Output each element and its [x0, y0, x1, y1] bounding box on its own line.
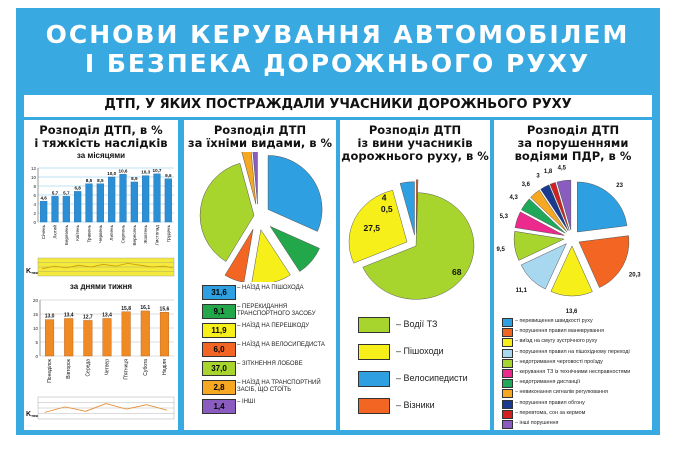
- bar: [122, 312, 131, 356]
- bar-value-label: 10,6: [118, 168, 128, 174]
- accident-types-legend-item: [202, 399, 332, 413]
- category-label: Жовтень: [143, 225, 149, 244]
- bar-value-label: 8,5: [97, 177, 104, 183]
- pie-value-label: 11,1: [515, 288, 527, 295]
- pie-value-label: 4,3: [509, 194, 518, 201]
- panel4-title-line-2: за порушеннями: [517, 136, 629, 150]
- pie-value-label: 68: [452, 266, 462, 277]
- category-label: Липень: [109, 225, 115, 241]
- pie-slice: [577, 182, 627, 232]
- y-tick-label: 15: [32, 312, 38, 317]
- legend-swatch: [358, 398, 390, 414]
- bar-value-label: 10,0: [107, 171, 117, 176]
- panel2-title-line-2: за їхніми видами, в %: [187, 136, 333, 150]
- legend-label: – перевищення швидкості руху: [515, 318, 593, 324]
- bar-value-label: 10,7: [152, 167, 162, 173]
- y-tick-label: 5: [35, 340, 38, 345]
- accident-types-legend-item: [202, 285, 332, 299]
- category-label: Листопад: [154, 225, 160, 246]
- legend-label: – ПЕРЕКИДАННЯ ТРАНСПОРТНОГО ЗАСОБУ: [237, 304, 316, 317]
- pie-value-label: 27,5: [363, 222, 381, 233]
- bar: [108, 177, 115, 222]
- panel1-title-line-1: Розподіл ДТП, в %: [39, 123, 163, 137]
- category-label: Четвер: [104, 359, 111, 376]
- bar: [86, 184, 93, 222]
- bar-value-label: 6,8: [74, 185, 81, 191]
- bar-value-label: 12,7: [82, 314, 93, 321]
- bar: [74, 191, 81, 222]
- bar: [52, 196, 59, 222]
- participants-pie: [340, 164, 490, 314]
- category-label: Вересень: [131, 225, 137, 246]
- category-label: Березень: [63, 225, 69, 246]
- title-line-2: І БЕЗПЕКА ДОРОЖНЬОГО РУХУ: [84, 49, 591, 78]
- y-tick-label: 0: [35, 354, 38, 359]
- bar-value-label: 16,1: [140, 304, 151, 311]
- legend-swatch: 6,0: [202, 342, 236, 357]
- legend-swatch: 11,9: [202, 323, 236, 338]
- y-tick-label: 0: [33, 220, 36, 225]
- bar: [142, 176, 149, 222]
- legend-label: – інші порушення: [515, 420, 559, 426]
- accident-types-legend-item: [202, 342, 332, 356]
- pie-value-label: 1,8: [543, 169, 553, 176]
- days-bar-chart: [24, 290, 178, 390]
- legend-label: – НАЇЗД НА ПЕРЕШКОДУ: [237, 323, 310, 329]
- panel2-title-line-1: Розподіл ДТП: [213, 123, 307, 137]
- accident-types-legend-item: [202, 323, 332, 337]
- pie-value-label: 4,5: [557, 165, 567, 172]
- y-tick-label: 8: [33, 184, 36, 189]
- panel2-title: [184, 124, 336, 150]
- legend-swatch: 9,1: [202, 304, 236, 319]
- accident-types-legend-item: [202, 380, 332, 394]
- months-severity-strip: [24, 257, 178, 279]
- panel4-title: [494, 124, 652, 163]
- legend-swatch: 1,4: [202, 399, 236, 414]
- y-tick-label: 12: [30, 166, 36, 171]
- legend-swatch: [502, 410, 513, 419]
- legend-label: – Велосипедисти: [396, 373, 468, 383]
- category-label: Неділя: [161, 359, 168, 375]
- k-axis-subscript: тяж: [31, 270, 39, 275]
- legend-swatch: [502, 379, 513, 388]
- bar-value-label: 15,6: [159, 306, 170, 313]
- pie-slice-group: [577, 182, 627, 232]
- panel1-title: [24, 124, 178, 150]
- legend-swatch: [502, 369, 513, 378]
- days-severity-strip: [24, 396, 178, 422]
- legend-label: – порушення правил обгону: [515, 399, 585, 406]
- legend-label: – Водії ТЗ: [396, 319, 438, 329]
- legend-swatch: [358, 344, 390, 360]
- poster-title: [0, 20, 675, 78]
- panel3-title: [340, 124, 490, 163]
- bar-value-label: 8,5: [85, 177, 93, 183]
- legend-label: – порушення правил маневрування: [515, 328, 605, 335]
- legend-label: – перевтома, сон за кермом: [515, 409, 586, 416]
- category-label: Понеділок: [47, 359, 54, 383]
- category-label: Червень: [97, 225, 103, 244]
- pie-slice: [268, 155, 322, 231]
- pie-value-label: 20,3: [628, 272, 641, 279]
- bar-value-label: 4,6: [40, 195, 47, 201]
- bar: [64, 318, 73, 356]
- legend-swatch: [502, 400, 513, 409]
- category-label: Лютий: [52, 225, 58, 239]
- bar-value-label: 13,4: [63, 312, 74, 319]
- panel3-title-line-3: дорожнього руху, в %: [341, 149, 489, 163]
- category-label: Квітень: [75, 225, 81, 241]
- bar: [97, 184, 104, 222]
- legend-label: – НАЇЗД НА ТРАНСПОРТНИЙ ЗАСІБ, ЩО СТОЇТЬ: [237, 380, 321, 393]
- bar: [63, 196, 70, 222]
- y-tick-label: 6: [33, 193, 36, 198]
- pie-value-label: 3,6: [521, 181, 530, 188]
- legend-swatch: [502, 420, 513, 429]
- panel4-title-line-3: водіями ПДР, в %: [514, 149, 632, 163]
- bar-value-label: 5,7: [63, 190, 70, 196]
- panel-accident-types: [184, 120, 336, 430]
- legend-swatch: [358, 317, 390, 333]
- legend-label: – НАЇЗД НА ПІШОХОДА: [237, 285, 304, 291]
- legend-swatch: [502, 328, 513, 337]
- y-tick-label: 10: [32, 326, 38, 331]
- participants-legend-item: [358, 344, 488, 362]
- pie-slice-group: [268, 155, 322, 231]
- bar: [141, 311, 150, 356]
- bar: [40, 201, 47, 222]
- legend-swatch: [358, 371, 390, 387]
- panel4-title-line-1: Розподіл ДТП: [526, 123, 620, 137]
- category-label: Травень: [86, 225, 92, 243]
- title-line-1: ОСНОВИ КЕРУВАННЯ АВТОМОБІЛЕМ: [45, 20, 630, 49]
- category-label: Серпень: [120, 225, 126, 244]
- bar: [165, 179, 172, 222]
- bar: [84, 320, 93, 356]
- k-axis-label: Kтяж: [26, 268, 39, 275]
- accident-types-pie: [184, 152, 336, 282]
- category-label: Субота: [142, 359, 149, 376]
- pie-value-label: 13,6: [565, 308, 578, 314]
- panel3-title-line-2: із вини учасників: [357, 136, 473, 150]
- legend-swatch: 31,6: [202, 285, 236, 300]
- pie-value-label: 4: [381, 192, 387, 203]
- bar-value-label: 9,6: [165, 172, 172, 178]
- legend-label: – ЗІТКНЕННЯ ЛОБОВЕ: [237, 361, 303, 367]
- legend-swatch: 2,8: [202, 380, 236, 395]
- legend-label: – ІНШІ: [237, 399, 256, 405]
- y-tick-label: 10: [30, 175, 36, 180]
- legend-label: – невиконання сигналів регулювання: [515, 389, 608, 396]
- violations-pie: [494, 164, 652, 314]
- bar-value-label: 8,9: [131, 175, 138, 181]
- accident-types-legend-item: [202, 304, 332, 318]
- pie-value-label: 9,5: [496, 247, 505, 254]
- panel1-title-line-2: і тяжкість наслідків: [34, 136, 168, 150]
- legend-swatch: [502, 338, 513, 347]
- panel-driver-violations: [494, 120, 652, 430]
- participants-legend-item: [358, 317, 488, 335]
- legend-label: – Пішоходи: [396, 346, 444, 356]
- legend-swatch: 37,0: [202, 361, 236, 376]
- participants-legend-item: [358, 371, 488, 389]
- y-tick-label: 4: [33, 202, 36, 207]
- legend-label: – недотримання черговості проїзду: [515, 358, 603, 365]
- bar: [120, 174, 127, 222]
- legend-label: – НАЇЗД НА ВЕЛОСИПЕДИСТА: [237, 342, 325, 348]
- bar-value-label: 5,7: [51, 190, 59, 196]
- legend-label: – недотримання дистанції: [515, 379, 580, 386]
- y-tick-label: 2: [33, 211, 36, 216]
- violations-legend-item: [502, 419, 650, 430]
- participants-legend-item: [358, 398, 488, 416]
- category-label: Січень: [41, 225, 47, 240]
- pie-value-label: 3: [536, 173, 540, 180]
- k-axis-label: Kтяж: [26, 411, 39, 418]
- category-label: Грудень: [165, 225, 171, 243]
- bar: [160, 312, 169, 356]
- months-bar-chart: [24, 160, 178, 256]
- legend-swatch: [502, 389, 513, 398]
- pie-value-label: 0,5: [380, 204, 393, 215]
- y-tick-label: 20: [32, 298, 38, 303]
- legend-swatch: [502, 349, 513, 358]
- bar-value-label: 15,8: [121, 305, 132, 312]
- bar-value-label: 10,3: [141, 169, 151, 175]
- pie-value-label: 23: [616, 182, 623, 189]
- legend-swatch: [502, 359, 513, 368]
- k-axis-subscript: тяж: [31, 413, 39, 418]
- legend-swatch: [502, 318, 513, 327]
- bar-value-label: 13,4: [102, 312, 112, 319]
- panel-participants: [340, 120, 490, 430]
- category-label: П'ятниця: [123, 359, 130, 380]
- category-label: Середа: [85, 359, 92, 377]
- panel3-title-line-1: Розподіл ДТП: [368, 123, 462, 137]
- months-subtitle: за місяцями: [76, 151, 126, 160]
- legend-label: – порушення правил на пішохідному переході: [515, 348, 630, 355]
- legend-label: – Візники: [396, 400, 435, 410]
- legend-label: – виїзд на смугу зустрічного руху: [515, 338, 598, 345]
- accident-types-legend-item: [202, 361, 332, 375]
- panel-time-distribution: [24, 120, 178, 430]
- pie-value-label: 5,3: [499, 214, 508, 221]
- bar: [45, 320, 54, 356]
- category-label: Вівторок: [66, 359, 73, 379]
- bar: [131, 182, 138, 222]
- poster-subtitle: ДТП, У ЯКИХ ПОСТРАЖДАЛИ УЧАСНИКИ ДОРОЖНЬОГО РУХУ: [104, 97, 572, 112]
- legend-label: – керування ТЗ із технічними несправностями: [515, 369, 631, 375]
- bar: [103, 318, 112, 356]
- bar: [154, 174, 161, 222]
- days-subtitle: за днями тижня: [69, 282, 133, 291]
- bar-value-label: 13,0: [44, 313, 55, 320]
